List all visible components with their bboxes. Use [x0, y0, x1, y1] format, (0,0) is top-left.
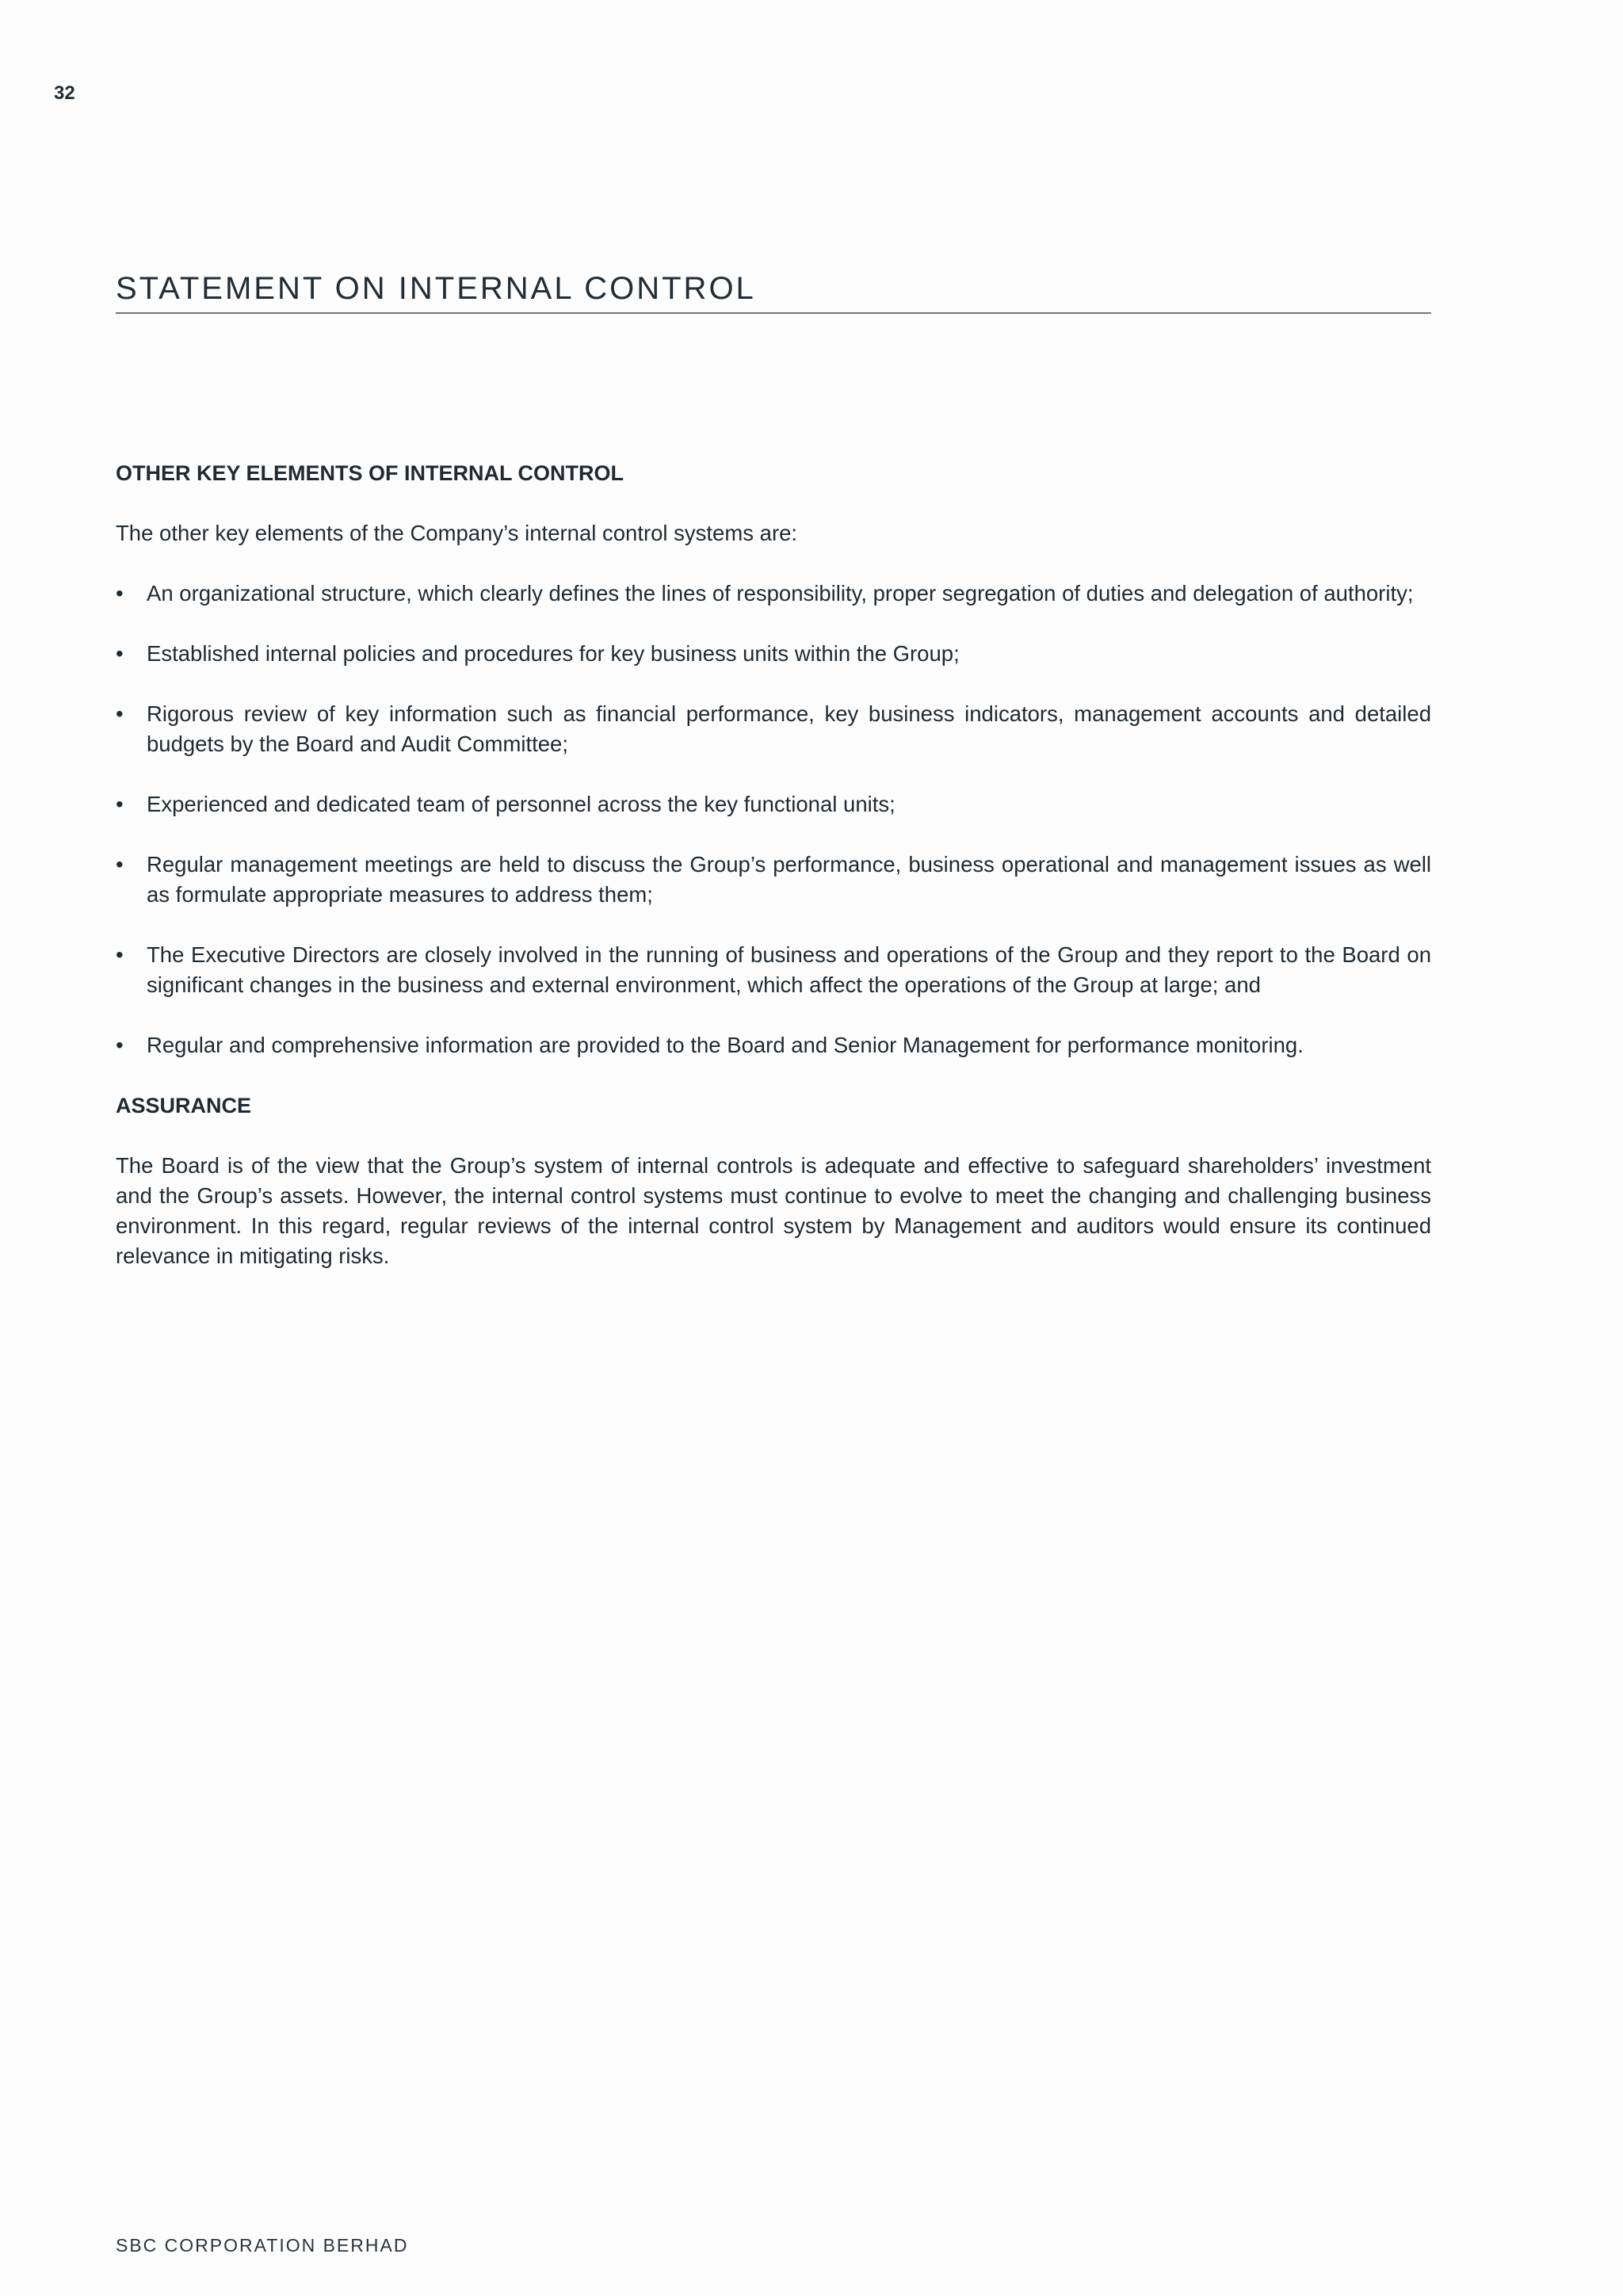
list-item	[116, 789, 1431, 819]
list-item	[116, 639, 1431, 669]
bullet-icon: •	[116, 581, 124, 606]
list-item	[116, 579, 1431, 609]
list-item-text: Experienced and dedicated team of personnel across the key functional units;	[147, 792, 896, 816]
bullet-icon: •	[116, 641, 124, 666]
list-item	[116, 940, 1431, 1000]
bullet-icon: •	[116, 852, 124, 877]
list-item-text: Rigorous review of key information such as financial performance, key business indicators, management accounts and detailed budgets by the Board and Audit Committee;	[147, 701, 1431, 756]
list-item-text: Regular and comprehensive information are provided to the Board and Senior Management for performance monitoring.	[147, 1033, 1304, 1057]
bullet-icon: •	[116, 1033, 124, 1057]
section-heading-assurance: ASSURANCE	[116, 1094, 252, 1117]
list-item	[116, 850, 1431, 910]
bullet-icon: •	[116, 792, 124, 816]
list-item-text: Established internal policies and procedures for key business units within the Group;	[147, 641, 960, 666]
bullet-icon: •	[116, 701, 124, 726]
list-item-text: Regular management meetings are held to discuss the Group’s performance, business operational and management issues as well as formulate appropriate measures to address them;	[147, 852, 1431, 907]
list-item	[116, 1030, 1431, 1060]
footer-company-name: SBC CORPORATION BERHAD	[116, 2235, 409, 2256]
page-title: STATEMENT ON INTERNAL CONTROL	[116, 268, 1431, 314]
key-elements-list	[116, 579, 1431, 1060]
page-number: 32	[54, 82, 75, 104]
main-content	[116, 458, 1431, 1271]
assurance-paragraph: The Board is of the view that the Group’s system of internal controls is adequate and effective to safeguard shareholders’ investment and the Group’s assets. However, the internal control systems must continue to evolve to meet the changing and challenging business environment. In this regard, regular reviews of the internal control system by Management and auditors would ensure its continued relevance in mitigating risks.	[116, 1153, 1431, 1268]
bullet-icon: •	[116, 942, 124, 967]
list-item	[116, 699, 1431, 759]
page-header	[116, 268, 1431, 314]
list-item-text: The Executive Directors are closely involved in the running of business and operations of the Group and they report to the Board on significant changes in the business and external environment, which affect the operations of the Group at large; and	[147, 942, 1431, 997]
intro-paragraph: The other key elements of the Company’s internal control systems are:	[116, 521, 798, 545]
section-heading-key-elements: OTHER KEY ELEMENTS OF INTERNAL CONTROL	[116, 461, 624, 485]
list-item-text: An organizational structure, which clearly defines the lines of responsibility, proper segregation of duties and delegation of authority;	[147, 581, 1414, 606]
